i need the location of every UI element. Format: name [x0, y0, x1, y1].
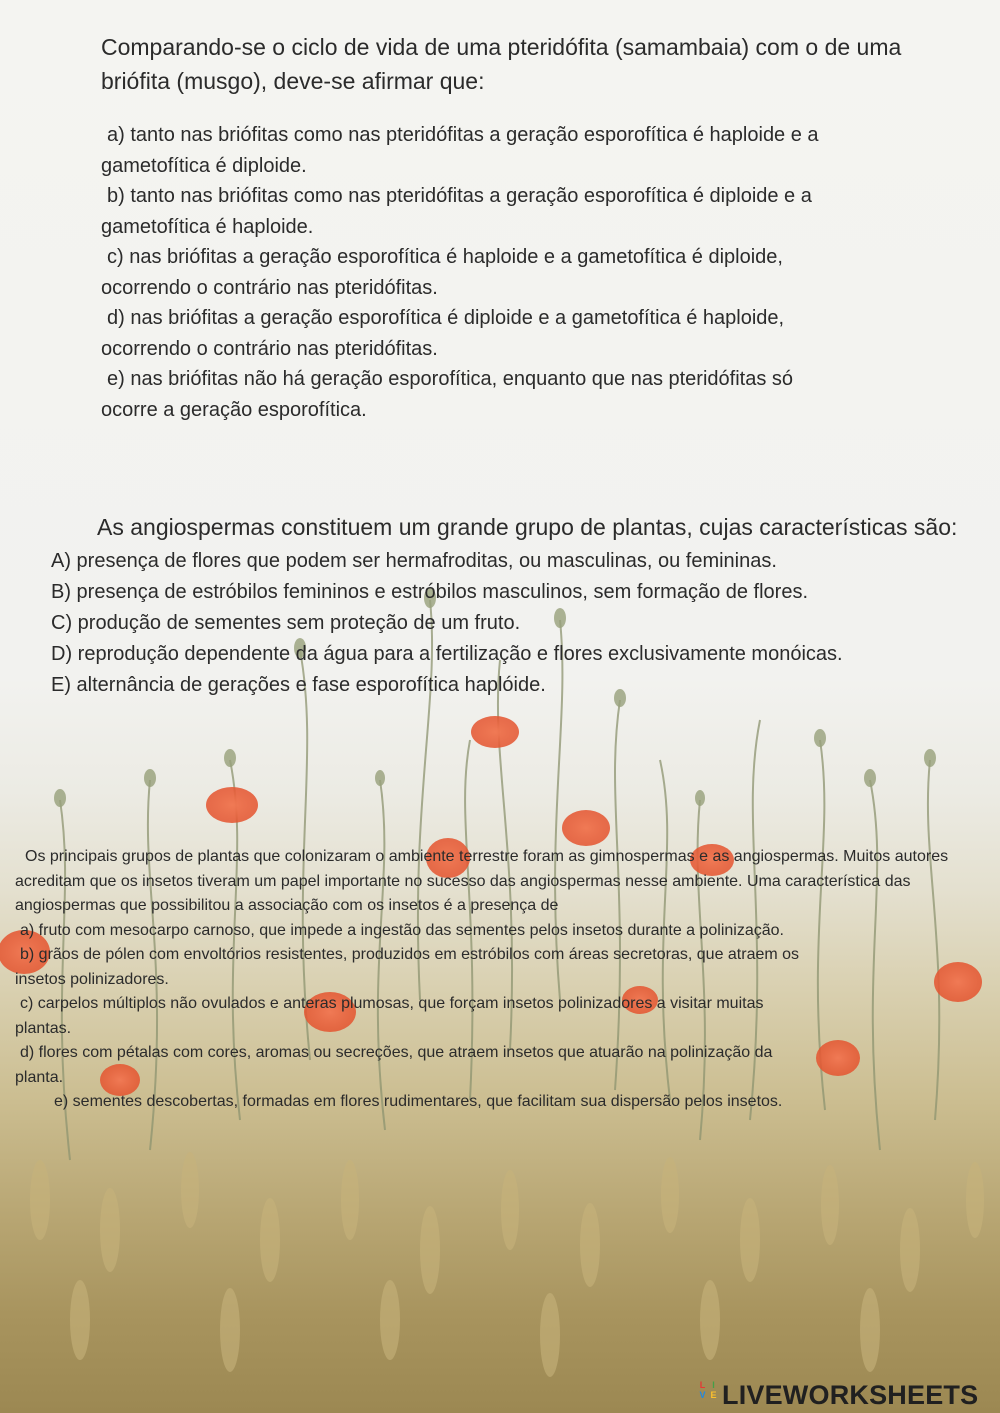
question-3-option-d: d) flores com pétalas com cores, aromas ou secreções, que atraem insetos que atuarão na polinização da planta. — [15, 1044, 773, 1086]
question-1-option-a: a) tanto nas briófitas como nas pteridófitas a geração esporofítica é haploide e a gametofítica é diploide. — [101, 124, 819, 177]
question-2-option-c: C) produção de sementes sem proteção de um fruto. — [51, 612, 521, 634]
question-2-option-e: E) alternância de gerações e fase esporofítica haplóide. — [51, 674, 546, 696]
question-3-option-a: a) fruto com mesocarpo carnoso, que impede a ingestão das sementes pelos insetos durante a polinização. — [20, 921, 784, 939]
question-3 — [15, 845, 955, 1115]
liveworksheets-logo-text: LIVEWORKSHEETS — [722, 1379, 979, 1410]
question-1-option-b: b) tanto nas briófitas como nas pteridófitas a geração esporofítica é diploide e a gametofítica é haploide. — [101, 185, 812, 238]
question-2-option-d: D) reprodução dependente da água para a fertilização e flores exclusivamente monóicas. — [51, 643, 843, 665]
question-3-option-e: e) sementes descobertas, formadas em flores rudimentares, que facilitam sua dispersão pelos insetos. — [54, 1093, 783, 1110]
liveworksheets-logo-icon: L I V E — [699, 1380, 717, 1400]
question-3-stem: Os principais grupos de plantas que colonizaram o ambiente terrestre foram as gimnospermas e as angiospermas. Muitos autores acreditam que os insetos tiveram um papel importante no sucesso das angiospermas nesse ambiente. Uma característica das angiospermas que possibilitou a associação com os insetos é a presença de — [15, 848, 949, 914]
question-3-option-c: c) carpelos múltiplos não ovulados e anteras plumosas, que forçam insetos polinizadores a visitar muitas plantas. — [15, 995, 764, 1037]
liveworksheets-logo — [697, 1378, 978, 1412]
question-1-option-c: c) nas briófitas a geração esporofítica é haploide e a gametofítica é diploide, ocorrendo o contrário nas pteridófitas. — [101, 246, 783, 299]
question-3-option-b: b) grãos de pólen com envoltórios resistentes, produzidos em estróbilos com áreas secretoras, que atraem os insetos polinizadores. — [15, 946, 800, 988]
question-1-option-e: e) nas briófitas não há geração esporofítica, enquanto que nas pteridófitas só ocorre a geração esporofítica. — [101, 368, 794, 421]
question-2-option-b: B) presença de estróbilos femininos e estróbilos masculinos, sem formação de flores. — [51, 581, 809, 603]
question-2-option-a: A) presença de flores que podem ser hermafroditas, ou masculinas, ou femininas. — [51, 550, 777, 572]
question-1-option-d: d) nas briófitas a geração esporofítica é diploide e a gametofítica é haploide, ocorrendo o contrário nas pteridófitas. — [101, 307, 785, 360]
question-2-stem: As angiospermas constituem um grande grupo de plantas, cujas características são: — [97, 514, 958, 540]
question-2 — [51, 510, 981, 701]
question-1-stem: Comparando-se o ciclo de vida de uma pteridófita (samambaia) com o de uma briófita (musgo), deve-se afirmar que: — [101, 34, 902, 94]
question-1 — [101, 30, 971, 425]
